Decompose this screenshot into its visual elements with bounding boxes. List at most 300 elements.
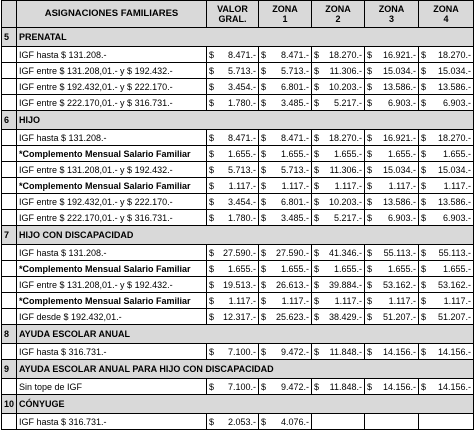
row-indent-cell [2,293,17,309]
value-zone-2-cell [312,178,365,194]
row-indent-cell [2,245,17,261]
value-general-cell [207,178,259,194]
value-zone-3-cell [365,344,419,360]
amount: 18.270.- [437,49,471,60]
currency-symbol: $ [421,279,427,290]
value-zone-1-cell [259,162,312,178]
row-indent-cell [2,277,17,293]
value-zone-4-cell [419,95,474,111]
value-zone-3-cell [365,414,419,430]
currency-symbol: $ [261,311,267,322]
value-zone-3-cell [365,194,419,210]
amount: 1.780.- [227,97,256,108]
row-label: IGF desde $ 192.432,01.- [17,309,207,325]
currency-symbol: $ [367,164,373,175]
value-general-cell [207,162,259,178]
section-header-row [2,226,474,245]
section-title: PRENATAL [17,28,474,47]
amount: 14.156.- [437,381,471,392]
amount: 7.100.- [227,346,256,357]
amount: 18.270.- [328,49,362,60]
row-indent-cell [2,79,17,95]
amount: 1.117.- [388,295,416,306]
value-zone-1-cell [259,344,312,360]
currency-symbol: $ [209,164,215,175]
value-zone-4-cell [419,309,474,325]
section-number: 10 [2,395,17,414]
row-indent-cell [2,210,17,226]
currency-symbol: $ [421,164,427,175]
header-zone-2: ZONA 2 [312,1,365,28]
currency-symbol: $ [261,132,267,143]
value-zone-4-cell [419,379,474,395]
table-row [2,63,474,79]
amount: 1.655.- [227,148,256,159]
currency-symbol: $ [367,132,373,143]
header-zone-1: ZONA 1 [259,1,312,28]
amount: 14.156.- [437,346,471,357]
value-zone-3-cell [365,210,419,226]
value-zone-1-cell [259,63,312,79]
currency-symbol: $ [421,311,427,322]
section-title: HIJO CON DISCAPACIDAD [17,226,474,245]
value-zone-2-cell [312,210,365,226]
currency-symbol: $ [209,247,215,258]
row-label: IGF entre $ 192.432,01.- y $ 222.170.- [17,194,207,210]
amount: 8.471.- [227,49,256,60]
value-general-cell [207,261,259,277]
header-zone-4: ZONA 4 [419,1,474,28]
header-concept: ASIGNACIONES FAMILIARES [17,1,207,28]
currency-symbol: $ [261,212,267,223]
currency-symbol: $ [209,311,215,322]
table-row [2,379,474,395]
value-zone-1-cell [259,379,312,395]
currency-symbol: $ [421,148,427,159]
value-zone-3-cell [365,79,419,95]
currency-symbol: $ [367,295,373,306]
row-label: *Complemento Mensual Salario Familiar [17,293,207,309]
currency-symbol: $ [314,180,320,191]
currency-symbol: $ [421,381,427,392]
value-general-cell [207,245,259,261]
amount: 27.590.- [275,247,309,258]
currency-symbol: $ [314,132,320,143]
amount: 8.471.- [280,132,309,143]
currency-symbol: $ [421,247,427,258]
section-number: 5 [2,28,17,47]
row-label: IGF entre $ 131.208,01.- y $ 192.432.- [17,63,207,79]
amount: 10.203.- [328,196,362,207]
amount: 3.454.- [227,196,256,207]
value-zone-1-cell [259,95,312,111]
value-zone-1-cell [259,146,312,162]
value-zone-1-cell [259,79,312,95]
amount: 1.117.- [228,180,256,191]
value-zone-3-cell [365,47,419,63]
currency-symbol: $ [209,180,215,191]
amount: 8.471.- [280,49,309,60]
currency-symbol: $ [367,81,373,92]
amount: 5.217.- [333,212,362,223]
value-zone-3-cell [365,146,419,162]
amount: 1.655.- [280,148,309,159]
section-number: 7 [2,226,17,245]
table-row [2,95,474,111]
amount: 3.485.- [280,97,309,108]
amount: 1.117.- [334,180,362,191]
currency-symbol: $ [261,416,267,427]
currency-symbol: $ [209,416,215,427]
currency-symbol: $ [209,49,215,60]
value-zone-3-cell [365,63,419,79]
section-header-row [2,360,474,379]
currency-symbol: $ [261,97,267,108]
value-general-cell [207,344,259,360]
value-zone-4-cell [419,277,474,293]
value-zone-2-cell [312,162,365,178]
row-indent-cell [2,95,17,111]
value-zone-2-cell [312,379,365,395]
currency-symbol: $ [209,81,215,92]
currency-symbol: $ [209,346,215,357]
value-zone-1-cell [259,309,312,325]
currency-symbol: $ [314,196,320,207]
amount: 18.270.- [328,132,362,143]
value-zone-4-cell [419,194,474,210]
amount: 1.655.- [227,263,256,274]
currency-symbol: $ [421,346,427,357]
amount: 14.156.- [382,346,416,357]
table-row [2,309,474,325]
currency-symbol: $ [421,212,427,223]
currency-symbol: $ [314,97,320,108]
value-general-cell [207,293,259,309]
value-general-cell [207,63,259,79]
amount: 7.100.- [227,381,256,392]
amount: 15.034.- [437,164,471,175]
amount: 9.472.- [280,381,309,392]
value-zone-2-cell [312,309,365,325]
row-indent-cell [2,130,17,146]
value-zone-3-cell [365,261,419,277]
value-zone-1-cell [259,261,312,277]
currency-symbol: $ [261,196,267,207]
amount: 1.655.- [442,263,471,274]
amount: 1.655.- [442,148,471,159]
value-zone-2-cell [312,63,365,79]
currency-symbol: $ [209,295,215,306]
section-title: AYUDA ESCOLAR ANUAL PARA HIJO CON DISCAPACIDAD [17,360,474,379]
value-zone-3-cell [365,130,419,146]
currency-symbol: $ [314,346,320,357]
currency-symbol: $ [261,279,267,290]
amount: 11.848.- [329,346,362,357]
asignaciones-familiares-table [1,0,474,430]
amount: 5.217.- [333,97,362,108]
currency-symbol: $ [209,148,215,159]
row-label: Sin tope de IGF [17,379,207,395]
amount: 13.586.- [437,196,471,207]
amount: 6.903.- [387,212,416,223]
row-indent-cell [2,178,17,194]
row-label: IGF hasta $ 316.731.- [17,344,207,360]
currency-symbol: $ [209,263,215,274]
row-label: *Complemento Mensual Salario Familiar [17,261,207,277]
currency-symbol: $ [421,196,427,207]
currency-symbol: $ [314,212,320,223]
amount: 18.270.- [437,132,471,143]
amount: 15.034.- [382,65,416,76]
table-row [2,261,474,277]
currency-symbol: $ [367,212,373,223]
value-zone-2-cell [312,245,365,261]
amount: 6.801.- [280,81,309,92]
table-row [2,414,474,430]
value-zone-2-cell [312,130,365,146]
table-row [2,130,474,146]
value-zone-1-cell [259,277,312,293]
value-zone-2-cell [312,146,365,162]
amount: 26.613.- [275,279,309,290]
table-row [2,293,474,309]
currency-symbol: $ [367,49,373,60]
amount: 11.306.- [329,164,362,175]
currency-symbol: $ [421,263,427,274]
row-label: IGF entre $ 192.432,01.- y $ 222.170.- [17,79,207,95]
amount: 3.485.- [280,212,309,223]
row-indent-cell [2,194,17,210]
row-indent-cell [2,47,17,63]
amount: 5.713.- [227,164,256,175]
amount: 13.586.- [437,81,471,92]
value-zone-3-cell [365,178,419,194]
currency-symbol: $ [314,81,320,92]
currency-symbol: $ [367,65,373,76]
value-zone-4-cell [419,261,474,277]
amount: 1.117.- [281,295,309,306]
amount: 51.207.- [437,311,471,322]
value-zone-1-cell [259,47,312,63]
row-indent-cell [2,309,17,325]
amount: 16.921.- [382,132,416,143]
currency-symbol: $ [421,295,427,306]
amount: 2.053.- [227,416,256,427]
table-row [2,194,474,210]
value-zone-1-cell [259,245,312,261]
value-general-cell [207,309,259,325]
currency-symbol: $ [367,97,373,108]
value-zone-1-cell [259,414,312,430]
amount: 15.034.- [382,164,416,175]
table-row [2,146,474,162]
value-zone-4-cell [419,293,474,309]
currency-symbol: $ [209,97,215,108]
amount: 25.623.- [275,311,309,322]
amount: 27.590.- [222,247,256,258]
currency-symbol: $ [261,263,267,274]
amount: 5.713.- [227,65,256,76]
amount: 11.848.- [329,381,362,392]
value-zone-1-cell [259,293,312,309]
value-zone-4-cell [419,210,474,226]
amount: 41.346.- [328,247,362,258]
value-general-cell [207,146,259,162]
currency-symbol: $ [261,247,267,258]
value-zone-3-cell [365,95,419,111]
value-zone-4-cell [419,245,474,261]
value-zone-4-cell [419,146,474,162]
amount: 5.713.- [280,65,309,76]
value-zone-1-cell [259,210,312,226]
value-zone-3-cell [365,379,419,395]
row-label: IGF hasta $ 131.208.- [17,130,207,146]
currency-symbol: $ [261,65,267,76]
amount: 39.884.- [328,279,362,290]
amount: 51.207.- [382,311,416,322]
table-body [2,28,474,430]
value-general-cell [207,95,259,111]
currency-symbol: $ [314,148,320,159]
currency-symbol: $ [367,311,373,322]
amount: 9.472.- [280,346,309,357]
currency-symbol: $ [367,148,373,159]
value-zone-2-cell [312,95,365,111]
amount: 1.780.- [227,212,256,223]
table-row [2,79,474,95]
value-general-cell [207,414,259,430]
table-row [2,162,474,178]
currency-symbol: $ [314,263,320,274]
value-zone-4-cell [419,130,474,146]
value-general-cell [207,47,259,63]
amount: 4.076.- [280,416,309,427]
amount: 6.801.- [280,196,309,207]
section-number: 6 [2,111,17,130]
header-zone-3: ZONA 3 [365,1,419,28]
row-label: *Complemento Mensual Salario Familiar [17,146,207,162]
amount: 13.586.- [382,196,416,207]
value-zone-4-cell [419,63,474,79]
table-row [2,178,474,194]
amount: 15.034.- [437,65,471,76]
currency-symbol: $ [314,164,320,175]
row-indent-cell [2,63,17,79]
currency-symbol: $ [314,295,320,306]
row-indent-cell [2,261,17,277]
value-zone-3-cell [365,162,419,178]
value-zone-4-cell [419,414,474,430]
value-general-cell [207,194,259,210]
amount: 6.903.- [442,212,471,223]
value-zone-4-cell [419,178,474,194]
currency-symbol: $ [421,132,427,143]
amount: 53.162.- [437,279,471,290]
section-title: AYUDA ESCOLAR ANUAL [17,325,474,344]
row-label: IGF entre $ 222.170,01.- y $ 316.731.- [17,95,207,111]
value-zone-4-cell [419,47,474,63]
amount: 11.306.- [329,65,362,76]
value-zone-2-cell [312,79,365,95]
amount: 55.113.- [438,247,471,258]
table-row [2,344,474,360]
value-zone-1-cell [259,130,312,146]
row-indent-cell [2,146,17,162]
currency-symbol: $ [314,279,320,290]
value-general-cell [207,277,259,293]
value-zone-2-cell [312,47,365,63]
amount: 3.454.- [227,81,256,92]
currency-symbol: $ [261,295,267,306]
value-zone-4-cell [419,79,474,95]
amount: 1.117.- [228,295,256,306]
currency-symbol: $ [261,164,267,175]
currency-symbol: $ [209,279,215,290]
value-zone-2-cell [312,194,365,210]
amount: 1.655.- [333,263,362,274]
value-general-cell [207,79,259,95]
section-header-row [2,395,474,414]
table-row [2,245,474,261]
currency-symbol: $ [209,196,215,207]
amount: 1.117.- [443,295,471,306]
section-title: HIJO [17,111,474,130]
value-general-cell [207,379,259,395]
currency-symbol: $ [421,49,427,60]
currency-symbol: $ [261,148,267,159]
amount: 19.513.- [222,279,256,290]
row-indent-cell [2,379,17,395]
section-number: 8 [2,325,17,344]
currency-symbol: $ [209,212,215,223]
amount: 1.117.- [443,180,471,191]
value-zone-3-cell [365,309,419,325]
currency-symbol: $ [261,180,267,191]
currency-symbol: $ [261,346,267,357]
currency-symbol: $ [367,263,373,274]
row-label: IGF hasta $ 131.208.- [17,47,207,63]
amount: 55.113.- [383,247,416,258]
currency-symbol: $ [421,65,427,76]
table-row [2,47,474,63]
row-indent-cell [2,344,17,360]
currency-symbol: $ [367,180,373,191]
section-header-row [2,28,474,47]
currency-symbol: $ [209,132,215,143]
section-header-row [2,325,474,344]
header-general: VALOR GRAL. [207,1,259,28]
currency-symbol: $ [261,381,267,392]
row-label: IGF hasta $ 316.731.- [17,414,207,430]
currency-symbol: $ [314,49,320,60]
value-zone-2-cell [312,414,365,430]
row-label: IGF entre $ 131.208,01.- y $ 192.432.- [17,277,207,293]
section-header-row [2,111,474,130]
value-zone-3-cell [365,245,419,261]
amount: 1.655.- [387,263,416,274]
header-row [2,1,474,28]
row-label: IGF hasta $ 131.208.- [17,245,207,261]
value-zone-4-cell [419,162,474,178]
currency-symbol: $ [209,65,215,76]
currency-symbol: $ [209,381,215,392]
section-number: 9 [2,360,17,379]
amount: 6.903.- [442,97,471,108]
row-indent-cell [2,162,17,178]
amount: 1.655.- [333,148,362,159]
currency-symbol: $ [421,97,427,108]
amount: 5.713.- [280,164,309,175]
